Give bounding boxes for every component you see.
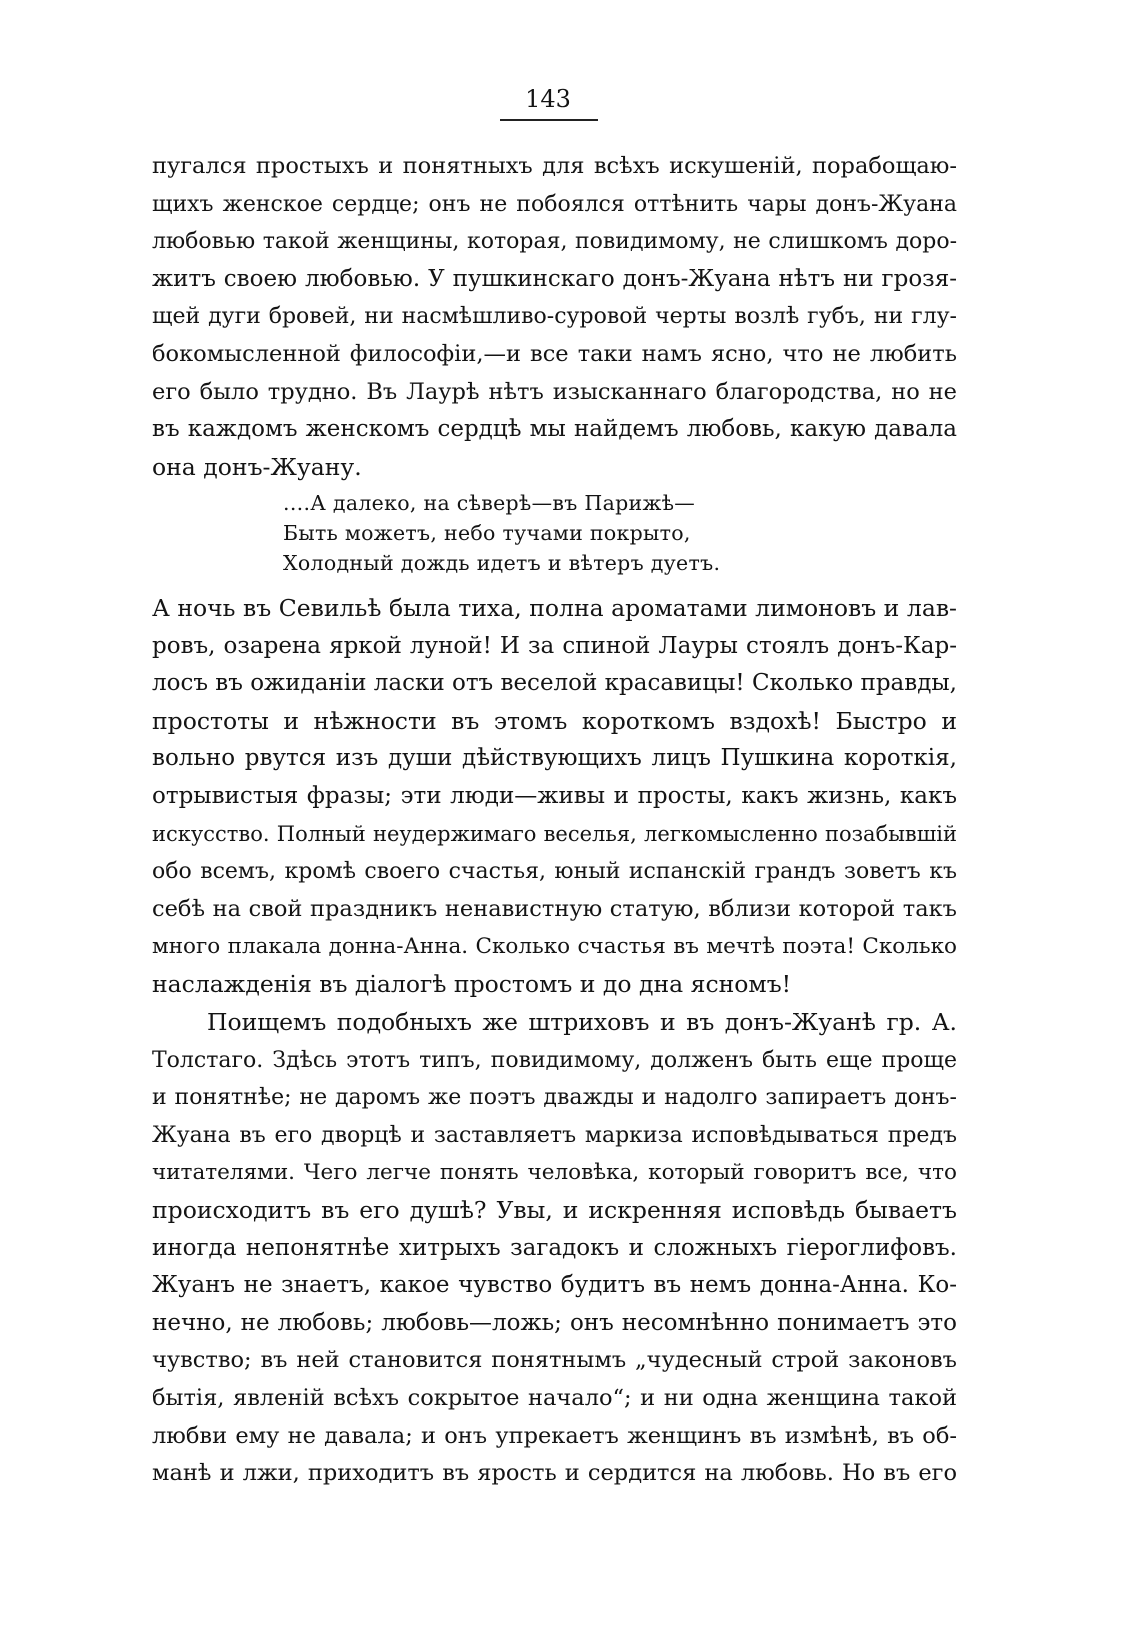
text-line: иногда непонятнѣе хитрыхъ загадокъ и сложныхъ гіероглифовъ. xyxy=(152,1234,957,1261)
text-line: происходитъ въ его душѣ? Увы, и искренняя исповѣдь бываетъ xyxy=(152,1195,957,1224)
text-line: чувство; въ ней становится понятнымъ „чудесный строй законовъ xyxy=(152,1347,957,1374)
text-line: Жуана въ его дворцѣ и заставляетъ маркиза исповѣдываться предъ xyxy=(152,1122,957,1148)
verse-quotation xyxy=(283,488,743,578)
text-line: манѣ и лжи, приходитъ въ ярость и сердится на любовь. Но въ его xyxy=(152,1460,957,1487)
verse-line: Холодный дождь идетъ и вѣтеръ дуетъ. xyxy=(283,551,721,575)
paragraph-1 xyxy=(152,148,957,486)
text-line: щихъ женское сердце; онъ не побоялся оттѣнить чары донъ-Жуана xyxy=(152,191,957,217)
text-line: бокомысленной философіи,—и все таки намъ ясно, что не любить xyxy=(152,340,957,367)
text-line: много плакала донна-Анна. Сколько счастья въ мечтѣ поэта! Сколько xyxy=(152,934,957,960)
text-line: она донъ-Жуану. xyxy=(152,452,362,481)
text-line: его было трудно. Въ Лаурѣ нѣтъ изысканнаго благородства, но не xyxy=(152,378,957,405)
text-line: Толстаго. Здѣсь этотъ типъ, повидимому, долженъ быть еще проще xyxy=(152,1047,957,1073)
paragraph-2 xyxy=(152,590,957,1004)
text-line: вольно рвутся изъ души дѣйствующихъ лицъ Пушкина короткія, xyxy=(152,745,957,772)
text-line: обо всемъ, кромѣ своего счастья, юный испанскій грандъ зоветъ къ xyxy=(152,859,957,885)
verse-line: ....А далеко, на сѣверѣ—въ Парижѣ— xyxy=(283,491,696,515)
text-line: нечно, не любовь; любовь—ложь; онъ несомнѣнно понимаетъ это xyxy=(152,1309,957,1336)
text-line: пугался простыхъ и понятныхъ для всѣхъ искушеній, порабощаю- xyxy=(152,153,957,179)
text-line: бытія, явленій всѣхъ сокрытое начало“; и ни одна женщина такой xyxy=(152,1384,957,1411)
text-line: ровъ, озарена яркой луной! И за спиной Лауры стоялъ донъ-Кар- xyxy=(152,632,957,659)
text-line: любовью такой женщины, которая, повидимому, не слишкомъ доро- xyxy=(152,229,957,255)
text-line: отрывистыя фразы; эти люди—живы и просты, какъ жизнь, какъ xyxy=(152,782,957,809)
verse-line: Быть можетъ, небо тучами покрыто, xyxy=(283,521,691,545)
text-line: щей дуги бровей, ни насмѣшливо-суровой черты возлѣ губъ, ни глу- xyxy=(152,304,957,330)
text-line: въ каждомъ женскомъ сердцѣ мы найдемъ любовь, какую давала xyxy=(152,416,957,443)
text-line: любви ему не давала; и онъ упрекаетъ женщинъ въ измѣнѣ, въ об- xyxy=(152,1422,957,1449)
paragraph-3 xyxy=(152,1004,957,1493)
text-line: простоты и нѣжности въ этомъ короткомъ вздохѣ! Быстро и xyxy=(152,706,957,735)
text-line: читателями. Чего легче понять человѣка, который говоритъ все, что xyxy=(152,1160,957,1186)
text-line: и понятнѣе; не даромъ же поэтъ дважды и надолго запираетъ донъ- xyxy=(152,1085,957,1111)
text-line: наслажденія въ діалогѣ простомъ и до дна ясномъ! xyxy=(152,969,792,998)
text-line: Жуанъ не знаетъ, какое чувство будитъ въ немъ донна-Анна. Ко- xyxy=(152,1272,957,1299)
page-number-rule xyxy=(500,119,598,121)
text-line: житъ своею любовью. У пушкинскаго донъ-Жуана нѣтъ ни грозя- xyxy=(152,265,957,292)
text-line: А ночь въ Севильѣ была тиха, полна ароматами лимоновъ и лав- xyxy=(152,594,957,622)
page-number: 143 xyxy=(525,85,571,113)
text-line: Поищемъ подобныхъ же штриховъ и въ донъ-Жуанѣ гр. А. xyxy=(207,1008,957,1036)
text-line: себѣ на свой праздникъ ненавистную статую, вблизи которой такъ xyxy=(152,895,957,922)
text-line: лосъ въ ожиданіи ласки отъ веселой красавицы! Сколько правды, xyxy=(152,670,957,697)
text-line: искусство. Полный неудержимаго веселья, легкомысленно позабывшій xyxy=(152,821,957,846)
